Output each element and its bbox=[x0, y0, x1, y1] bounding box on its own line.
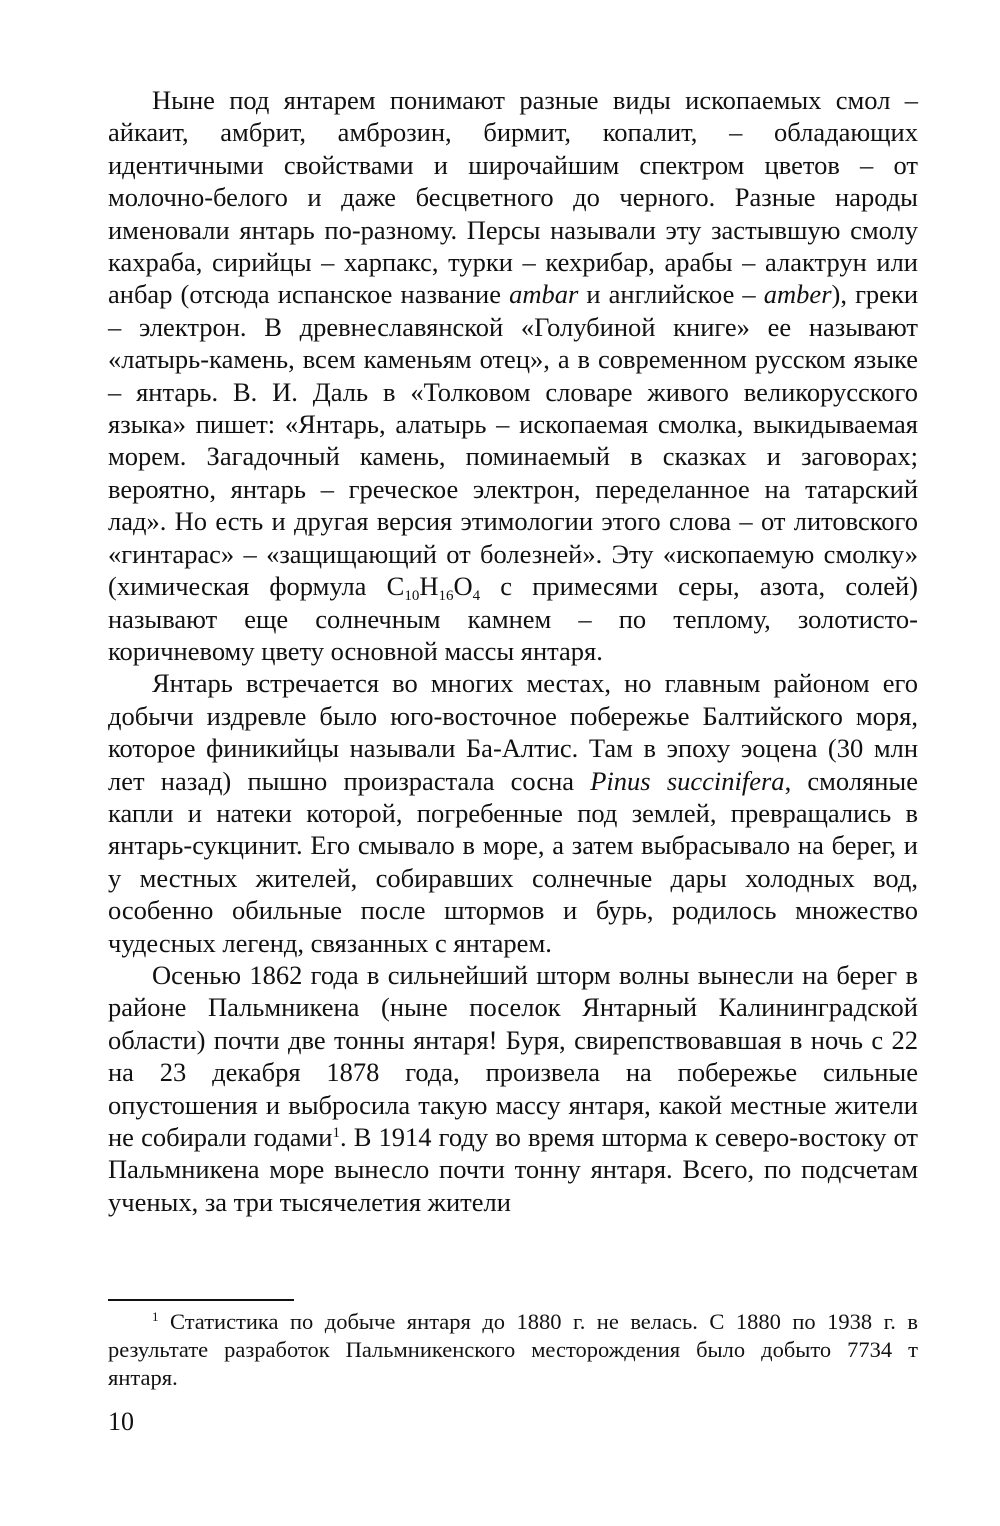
footnote-divider bbox=[108, 1299, 294, 1301]
paragraph-2 bbox=[108, 667, 918, 959]
footnote-text: Статистика по добыче янтаря до 1880 г. не велась. С 1880 по 1938 г. в результате разработок Пальмникенского месторождения было добыто 7734 т янтаря. bbox=[108, 1309, 918, 1390]
formula-c-sub: 10 bbox=[404, 588, 420, 605]
formula-c: C bbox=[386, 571, 405, 602]
page-body bbox=[108, 84, 918, 1218]
paragraph-2-text-b: , смоляные капли и натеки которой, погребенные под землей, превращались в янтарь-сукцинит. Его смывало в море, а затем выбрасывало на берег, и у местных жителей, собиравших солнечные дары холодных вод, особенно обильные после штормов и бурь, родилось множество чудесных легенд, связанных с янтарем. bbox=[108, 765, 918, 958]
page-number: 10 bbox=[108, 1407, 134, 1436]
formula-o-sub: 4 bbox=[472, 588, 481, 605]
footnote-reference[interactable]: 1 bbox=[332, 1125, 340, 1141]
paragraph-1-italic-ambar: ambar bbox=[509, 279, 579, 310]
paragraph-2-italic-pinus: Pinus succinifera bbox=[590, 765, 785, 796]
footnote bbox=[108, 1308, 918, 1392]
paragraph-1-text-b: и английское – bbox=[578, 279, 764, 310]
formula-o: O bbox=[453, 571, 473, 602]
formula-h-sub: 16 bbox=[438, 588, 454, 605]
paragraph-3 bbox=[108, 959, 918, 1218]
paragraph-3-text-b: . В 1914 году во время шторма к северо-востоку от Пальмникена море вынесло почти тонну янтаря. Всего, по подсчетам ученых, за три тысячелетия жители bbox=[108, 1122, 918, 1217]
chemical-formula bbox=[386, 571, 481, 605]
paragraph-3-text-a: Осенью 1862 года в сильнейший шторм волны вынесли на берег в районе Пальмникена (ныне поселок Янтарный Калининградской области) почти две тонны янтаря! Буря, свирепствовавшая в ночь с 22 на 23 декабря 1878 года, произвела на побережье сильные опустошения и выбросила такую массу янтаря, какой местные жители не собирали годами bbox=[108, 959, 918, 1152]
paragraph-1-italic-amber: amber bbox=[763, 279, 832, 310]
paragraph-1-text-c: ), греки – электрон. В древнеславянской «Голубиной книге» ее называют «латырь-камень, всем каменьям отец», а в современном русском языке – янтарь. В. И. Даль в «Толковом словаре живого великорусского языка» пишет: «Янтарь, алатырь – ископаемая смолка, выкидываемая морем. Загадочный камень, поминаемый в сказках и заговорах; вероятно, янтарь – греческое электрон, переделанное на татарский лад». Но есть и другая версия этимологии этого слова – от литовского «гинтарас» – «защищающий от болезней». Эту «ископаемую смолку» (химическая формула bbox=[108, 279, 919, 602]
formula-h: H bbox=[419, 571, 439, 602]
paragraph-1 bbox=[108, 84, 918, 667]
paragraph-1-text-d: с примесями серы, азота, солей) называют еще солнечным камнем – по теплому, золотисто-коричневому цвету основной массы янтаря. bbox=[108, 571, 918, 666]
paragraph-1-text-a: Ныне под янтарем понимают разные виды ископаемых смол – айкаит, амбрит, амброзин, бирмит, копалит, – обладающих идентичными свойствами и широчайшим спектром цветов – от молочно-белого и даже бесцветного до черного. Разные народы именовали янтарь по-разному. Персы называли эту застывшую смолу кахраба, сирийцы – харпакс, турки – кехрибар, арабы – алактрун или анбар (отсюда испанское название bbox=[108, 85, 918, 310]
paragraph-2-text-a: Янтарь встречается во многих местах, но главным районом его добычи издревле было юго-восточное побережье Балтийского моря, которое финикийцы называли Ба-Алтис. Там в эпоху эоцена (30 млн лет назад) пышно произрастала сосна bbox=[108, 668, 918, 796]
footnote-mark: 1 bbox=[152, 1309, 159, 1324]
